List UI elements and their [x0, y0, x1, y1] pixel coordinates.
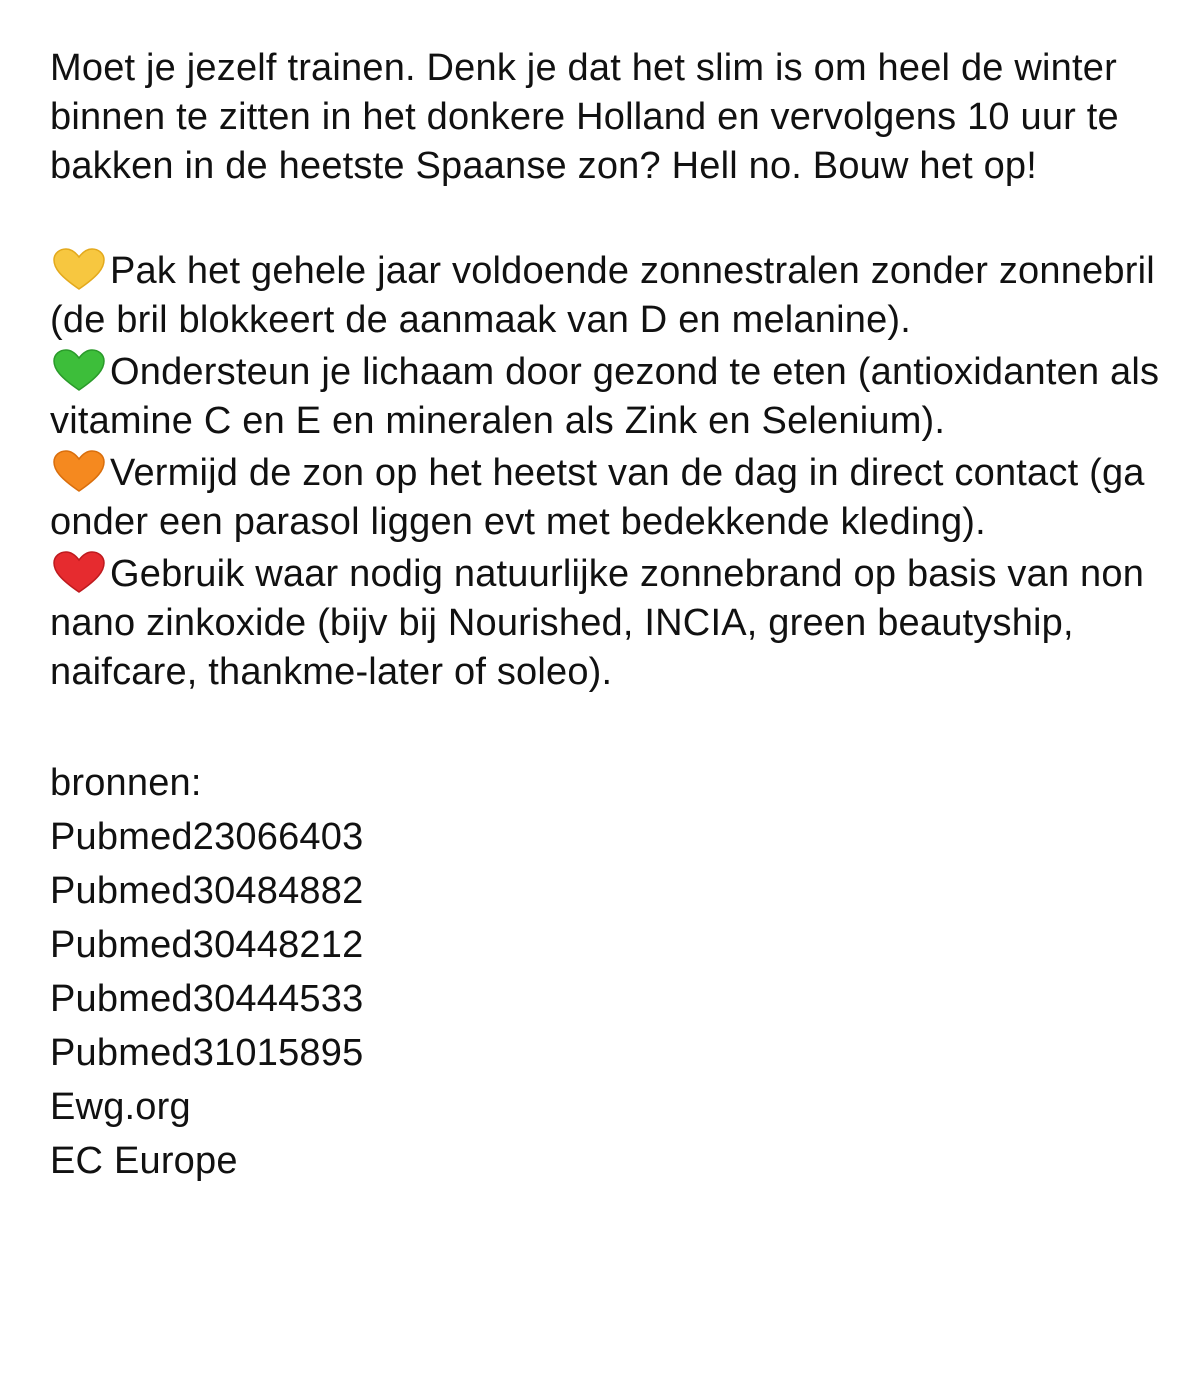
tip-text: Gebruik waar nodig natuurlijke zonnebrand op basis van non nano zinkoxide (bijv bij Nourished, INCIA, green beautyship, naifcare, thankme-later of soleo).: [50, 553, 1145, 693]
yellow-heart-icon: [50, 247, 108, 291]
source-item: Pubmed23066403: [50, 816, 364, 858]
sources-label: bronnen:: [50, 762, 202, 804]
source-item: Pubmed31015895: [50, 1032, 364, 1074]
source-item: Ewg.org: [50, 1086, 191, 1128]
tip-item: [50, 449, 1160, 550]
red-heart-icon: [50, 550, 108, 594]
tips-list: [50, 247, 1160, 700]
spacer: [50, 191, 1160, 247]
tip-item: [50, 348, 1160, 449]
tip-item: [50, 247, 1160, 348]
tip-text: Pak het gehele jaar voldoende zonnestralen zonder zonnebril (de bril blokkeert de aanmaak van D en melanine).: [50, 250, 1155, 341]
green-heart-icon: [50, 348, 108, 392]
orange-heart-icon: [50, 449, 108, 493]
tip-text: Vermijd de zon op het heetst van de dag in direct contact (ga onder een parasol liggen evt met bedekkende kleding).: [50, 452, 1145, 543]
source-item: Pubmed30448212: [50, 924, 364, 966]
tip-item: [50, 550, 1160, 700]
post-text: [50, 44, 1160, 1188]
source-item: Pubmed30444533: [50, 978, 364, 1020]
tip-text: Ondersteun je lichaam door gezond te eten (antioxidanten als vitamine C en E en mineralen als Zink en Selenium).: [50, 351, 1160, 442]
spacer: [50, 700, 1160, 756]
source-item: EC Europe: [50, 1140, 238, 1182]
source-item: Pubmed30484882: [50, 870, 364, 912]
intro-paragraph: Moet je jezelf trainen. Denk je dat het slim is om heel de winter binnen te zitten in het donkere Holland en vervolgens 10 uur te bakken in de heetste Spaanse zon? Hell no. Bouw het op!: [50, 47, 1119, 187]
sources-section: [50, 756, 1160, 1188]
